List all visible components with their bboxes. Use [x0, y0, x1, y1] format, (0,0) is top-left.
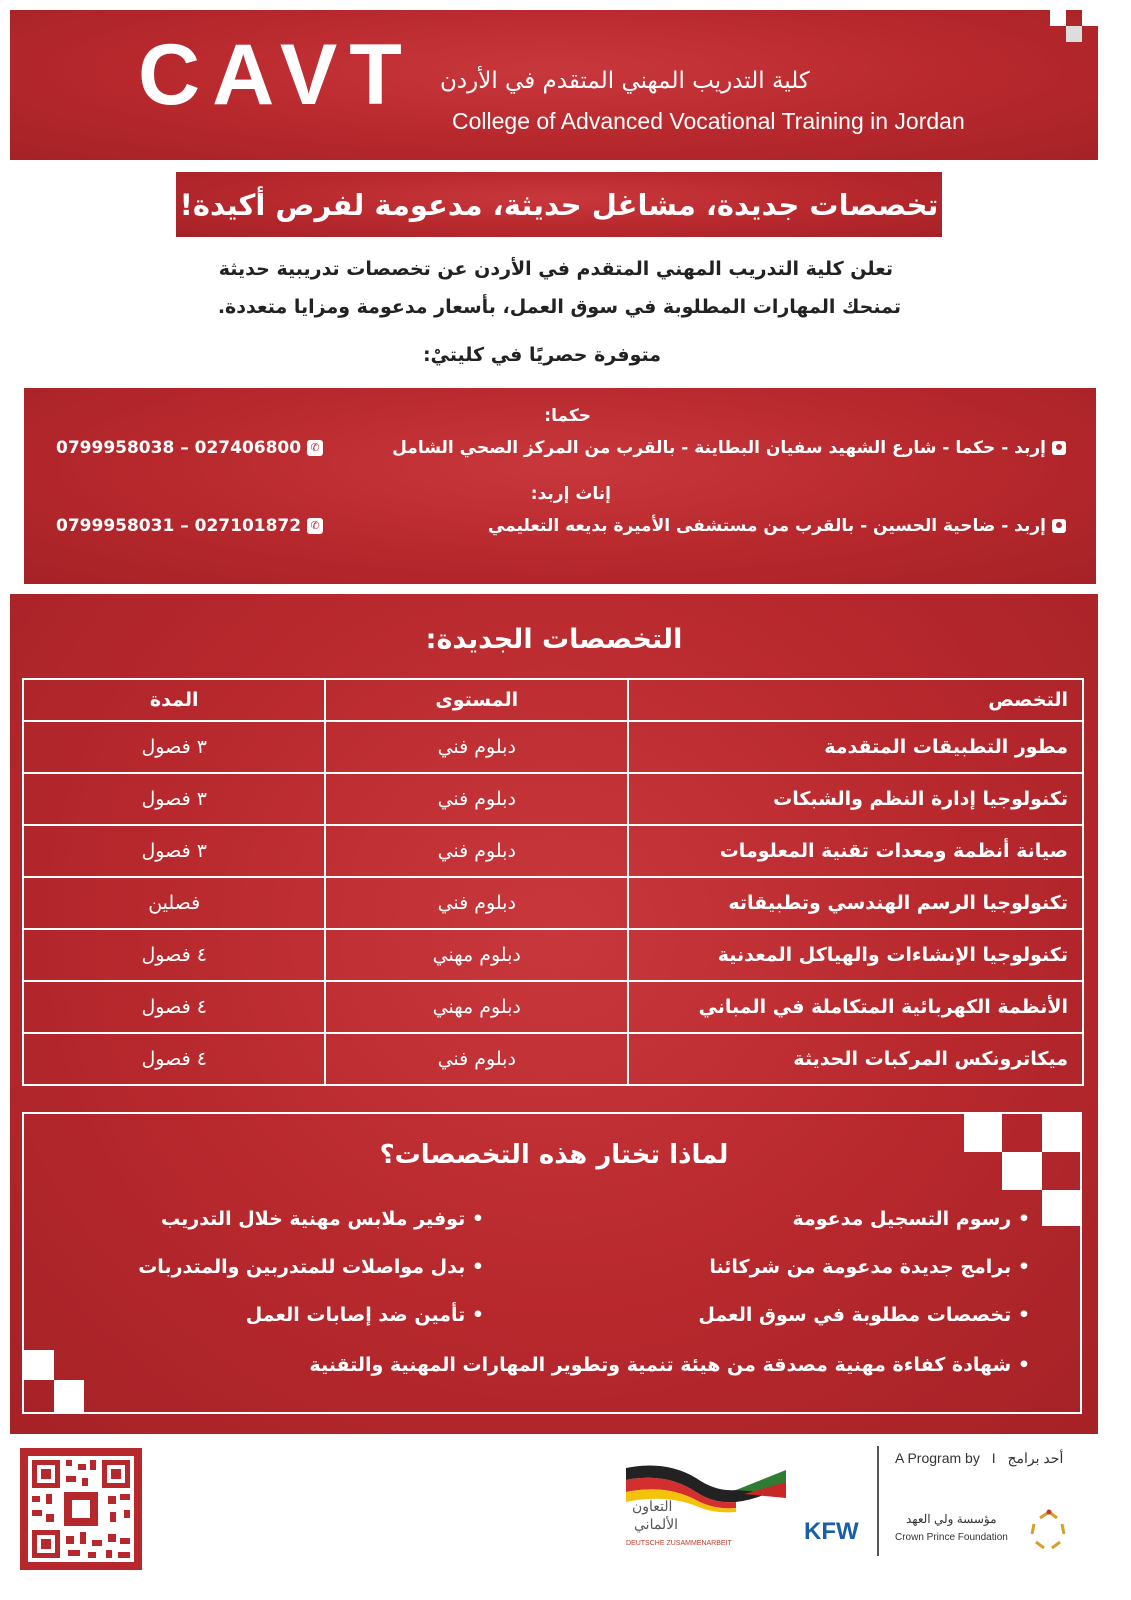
exclusive-note: متوفرة حصريًا في كليتيْ: [422, 344, 661, 366]
table-row [23, 929, 1083, 981]
program-by-arabic: أحد برامج [1007, 1450, 1064, 1466]
locations-panel [24, 388, 1096, 584]
cell-specialty: صيانة أنظمة ومعدات تقنية المعلومات [628, 825, 1083, 877]
intro-line-2: تمنحك المهارات المطلوبة في سوق العمل، بأسعار مدعومة ومزايا متعددة. [217, 296, 901, 318]
cell-level: دبلوم مهني [325, 981, 628, 1033]
location-name-irbid-female: إناث إربد: [530, 484, 611, 504]
cell-level: دبلوم فني [325, 773, 628, 825]
college-name-arabic: كلية التدريب المهني المتقدم في الأردن [440, 68, 810, 94]
phone-text: 0799958038 – 027406800 [56, 438, 302, 458]
decor-square [1050, 10, 1066, 26]
college-name-english: College of Advanced Vocational Training in Jordan [452, 108, 965, 134]
program-by-separator: I [991, 1450, 996, 1466]
cell-duration: ٤ فصول [23, 981, 325, 1033]
giz-arabic-line-2: الألماني [634, 1516, 679, 1532]
phone-icon: ✆ [307, 440, 323, 456]
programs-table [22, 678, 1084, 1086]
benefit-item: • تخصصات مطلوبة في سوق العمل [698, 1304, 1030, 1326]
cell-specialty: تكنولوجيا الإنشاءات والهياكل المعدنية [628, 929, 1083, 981]
benefit-item: • بدل مواصلات للمتدربين والمتدربات [138, 1256, 484, 1278]
giz-german-text: DEUTSCHE ZUSAMMENARBEIT [626, 1540, 732, 1547]
qr-code[interactable] [20, 1448, 142, 1570]
cell-duration: ٤ فصول [23, 929, 325, 981]
crown-prince-foundation-emblem [1026, 1508, 1072, 1554]
why-choose-box [22, 1112, 1082, 1414]
decor-square [54, 1380, 84, 1412]
table-row [23, 825, 1083, 877]
why-title: لماذا تختار هذه التخصصات؟ [379, 1140, 729, 1170]
location-phone-hakama[interactable] [56, 438, 323, 458]
column-header-duration: المدة [23, 679, 325, 721]
kfw-logo: KFW [804, 1518, 859, 1545]
cell-level: دبلوم فني [325, 877, 628, 929]
location-phone-irbid-female[interactable] [56, 516, 323, 536]
intro-line-1: تعلن كلية التدريب المهني المتقدم في الأردن عن تخصصات تدريبية حديثة [218, 258, 893, 280]
cell-duration: ٣ فصول [23, 773, 325, 825]
cell-specialty: ميكاترونكس المركبات الحديثة [628, 1033, 1083, 1085]
location-pin-icon [1052, 441, 1066, 455]
benefit-item: • رسوم التسجيل مدعومة [792, 1208, 1030, 1230]
phone-text: 0799958031 – 027101872 [56, 516, 302, 536]
cavt-logo: CAVT [138, 27, 414, 123]
column-header-level: المستوى [325, 679, 628, 721]
benefit-item: • برامج جديدة مدعومة من شركائنا [709, 1256, 1030, 1278]
german-cooperation-logo [626, 1464, 786, 1554]
qr-code-graphic [20, 1448, 142, 1570]
location-address-hakama [392, 438, 1066, 458]
crown-prince-foundation-english: Crown Prince Foundation [895, 1532, 1008, 1543]
programs-title: التخصصات الجديدة: [425, 624, 683, 655]
benefit-item: • توفير ملابس مهنية خلال التدريب [161, 1208, 484, 1230]
giz-arabic-line-1: التعاون [632, 1498, 673, 1514]
table-row [23, 1033, 1083, 1085]
decor-square [1066, 26, 1082, 42]
decor-square [24, 1350, 54, 1380]
cell-specialty: تكنولوجيا الرسم الهندسي وتطبيقاته [628, 877, 1083, 929]
program-by-english: A Program by [895, 1450, 980, 1466]
cell-specialty: الأنظمة الكهربائية المتكاملة في المباني [628, 981, 1083, 1033]
cell-level: دبلوم فني [325, 1033, 628, 1085]
cell-level: دبلوم فني [325, 825, 628, 877]
column-header-specialty: التخصص [628, 679, 1083, 721]
location-pin-icon [1052, 519, 1066, 533]
table-row [23, 877, 1083, 929]
address-text: إربد - ضاحية الحسين - بالقرب من مستشفى الأميرة بديعه التعليمي [487, 516, 1046, 536]
decor-square [1042, 1190, 1082, 1226]
programs-panel [10, 594, 1098, 1434]
program-by-label [895, 1450, 1063, 1467]
address-text: إربد - حكما - شارع الشهيد سفيان البطاينة - بالقرب من المركز الصحي الشامل [392, 438, 1046, 458]
phone-icon: ✆ [307, 518, 323, 534]
location-name-hakama: حكما: [544, 406, 591, 426]
decor-square [1082, 10, 1098, 26]
table-row [23, 981, 1083, 1033]
cell-duration: ٣ فصول [23, 825, 325, 877]
benefit-item: • تأمين ضد إصابات العمل [245, 1304, 484, 1326]
footer-divider [877, 1446, 879, 1556]
table-row [23, 721, 1083, 773]
location-address-irbid-female [488, 516, 1066, 536]
benefit-item-certificate: • شهادة كفاءة مهنية مصدقة من هيئة تنمية وتطوير المهارات المهنية والتقنية [309, 1354, 1030, 1376]
cell-specialty: تكنولوجيا إدارة النظم والشبكات [628, 773, 1083, 825]
emblem-icon [1026, 1508, 1072, 1554]
cell-level: دبلوم مهني [325, 929, 628, 981]
table-header-row [23, 679, 1083, 721]
cell-duration: ٣ فصول [23, 721, 325, 773]
headline: تخصصات جديدة، مشاغل حديثة، مدعومة لفرص أكيدة! [176, 172, 942, 237]
cell-specialty: مطور التطبيقات المتقدمة [628, 721, 1083, 773]
table-row [23, 773, 1083, 825]
cell-duration: فصلين [23, 877, 325, 929]
cell-duration: ٤ فصول [23, 1033, 325, 1085]
crown-prince-foundation-arabic: مؤسسة ولي العهد [906, 1512, 997, 1526]
cell-level: دبلوم فني [325, 721, 628, 773]
